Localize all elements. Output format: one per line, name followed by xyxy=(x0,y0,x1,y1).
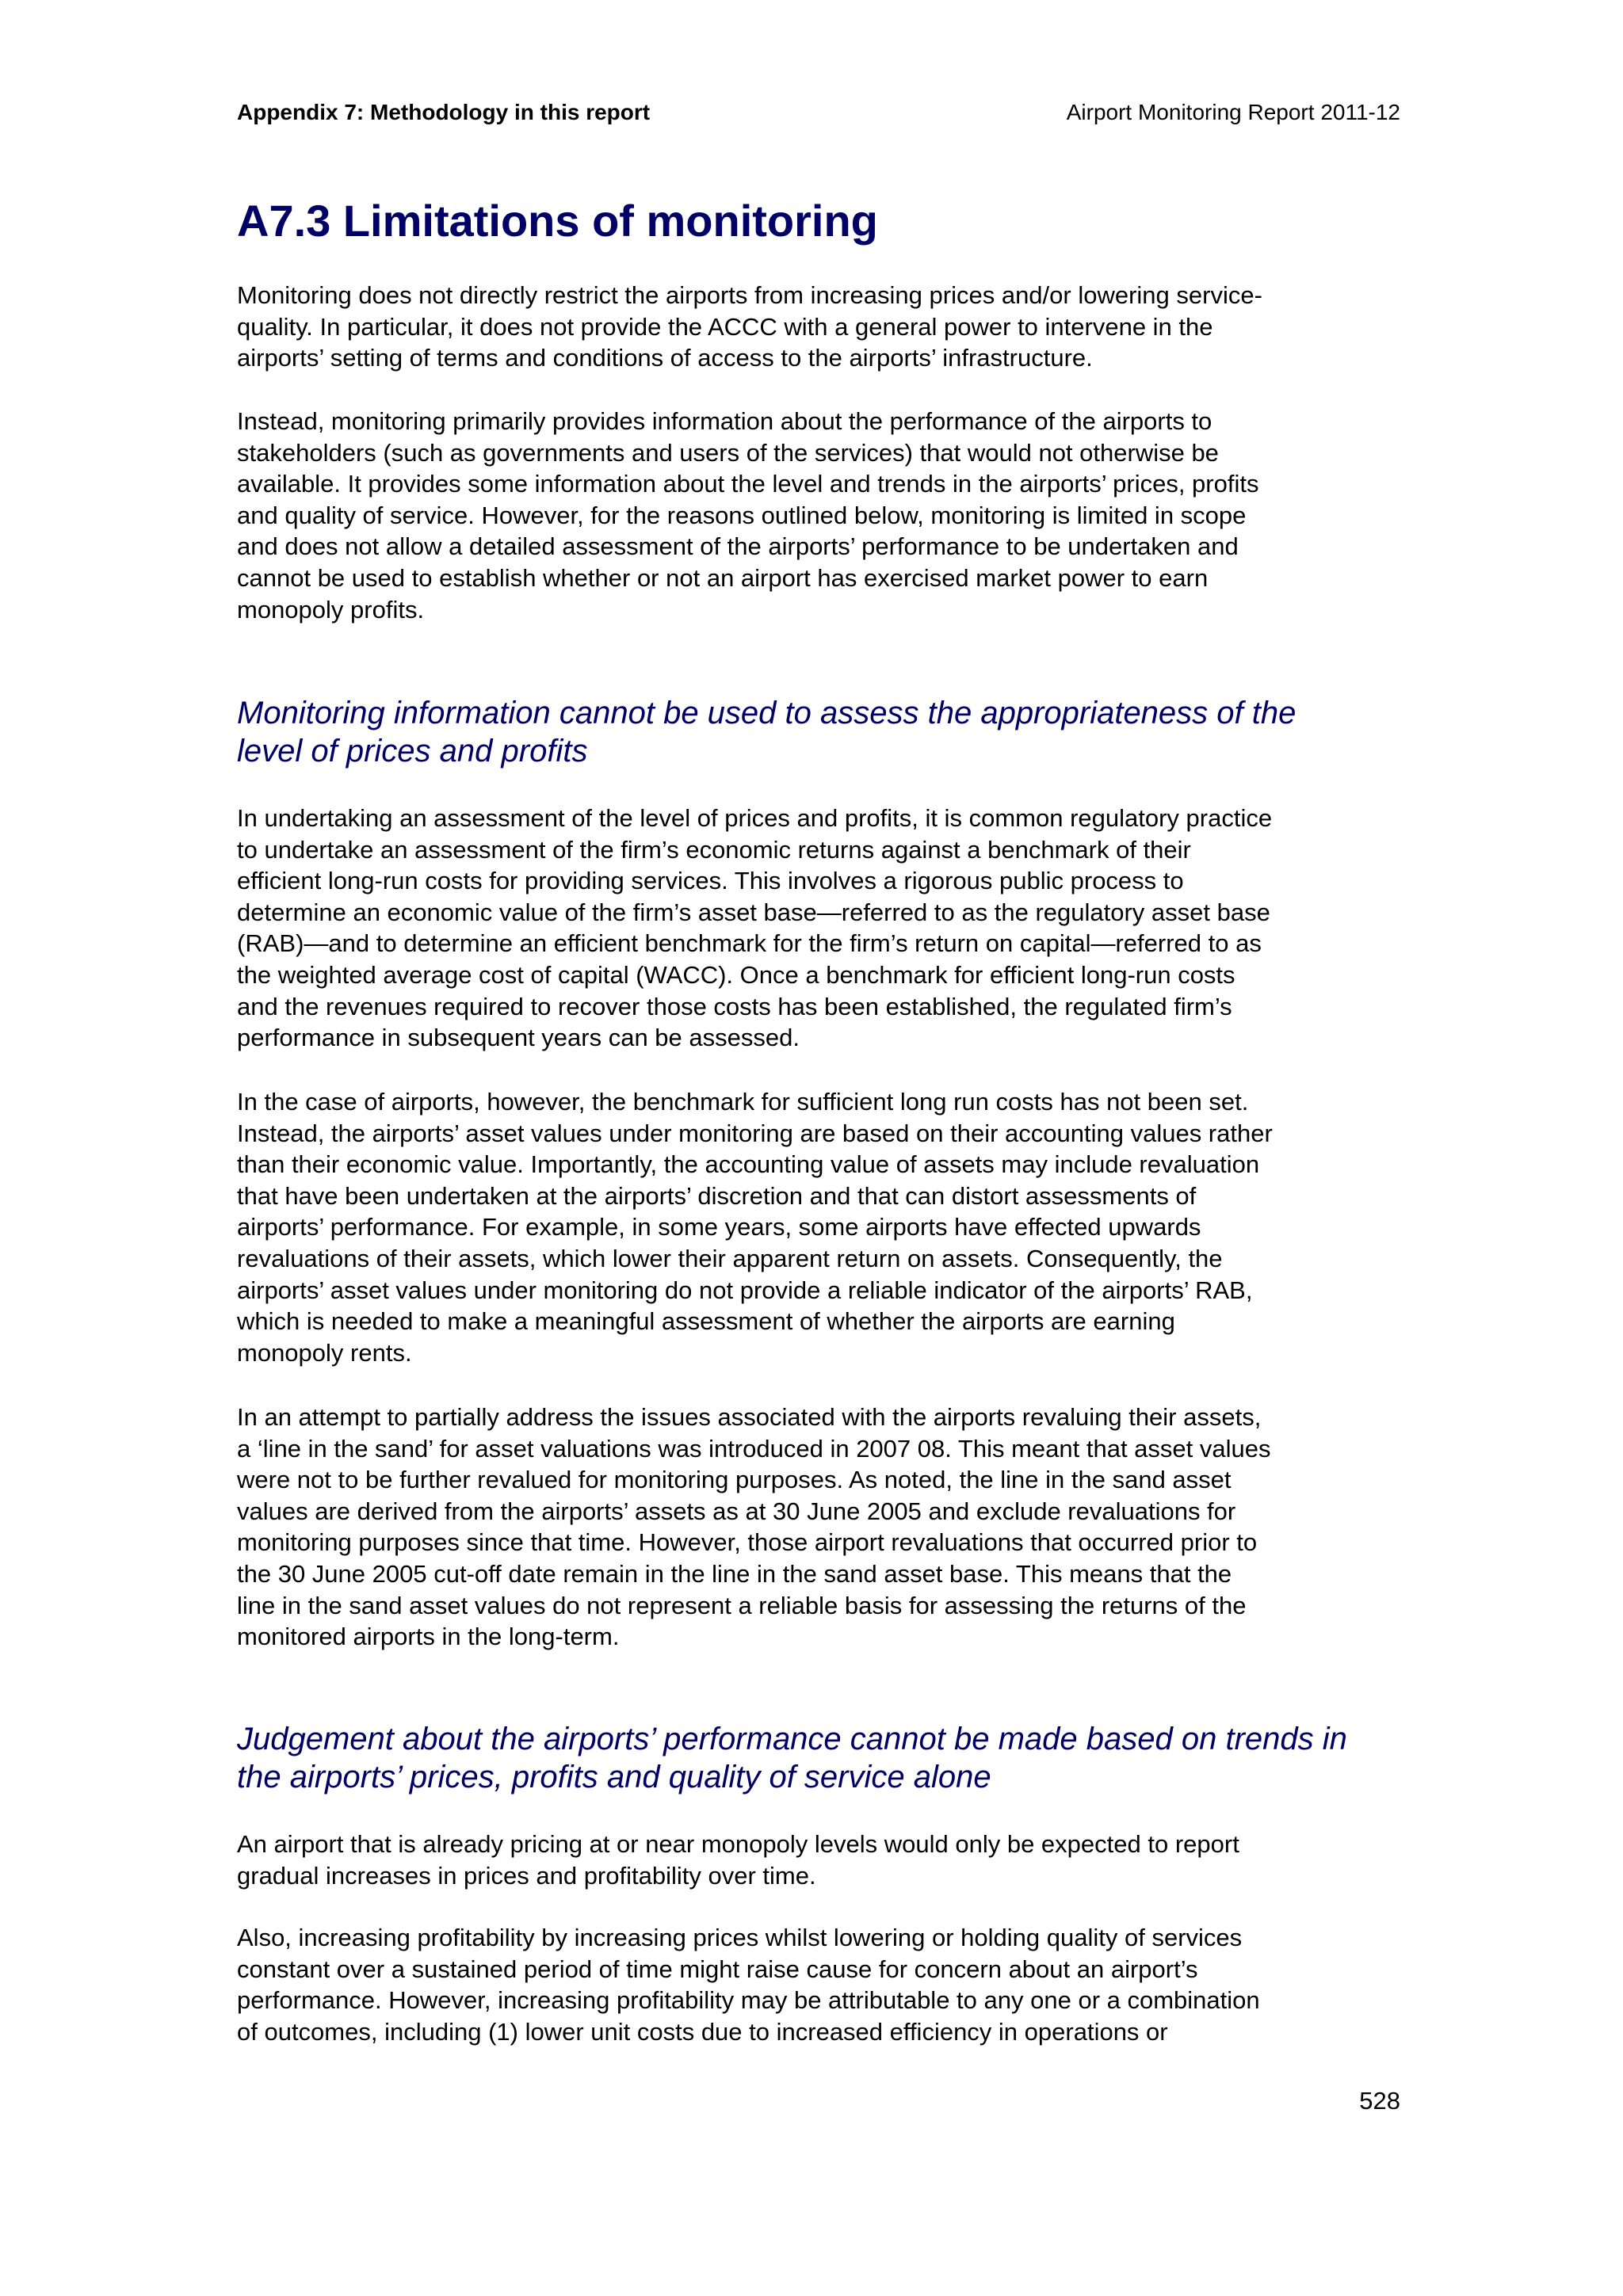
paragraph-line: In the case of airports, however, the benchmark for sufficient long run costs has not been set. xyxy=(237,1088,1249,1116)
paragraph-line: constant over a sustained period of time might raise cause for concern about an airport’s xyxy=(237,1955,1198,1983)
paragraph-line: line in the sand asset values do not represent a reliable basis for assessing the returns of the xyxy=(237,1591,1247,1619)
paragraph-line: In an attempt to partially address the issues associated with the airports revaluing their assets, xyxy=(237,1403,1262,1431)
paragraph-2 xyxy=(237,406,1400,625)
paragraph-line: Instead, monitoring primarily provides information about the performance of the airports to xyxy=(237,407,1212,435)
paragraph-line: quality. In particular, it does not provide the ACCC with a general power to intervene in the xyxy=(237,312,1213,341)
paragraph-line: to undertake an assessment of the firm’s economic returns against a benchmark of their xyxy=(237,835,1191,864)
subheading-line: Judgement about the airports’ performance cannot be made based on trends in xyxy=(237,1722,1347,1756)
paragraph-line: that have been undertaken at the airports’ discretion and that can distort assessments of xyxy=(237,1181,1197,1210)
paragraph-line: monitored airports in the long-term. xyxy=(237,1623,620,1651)
subheading-2 xyxy=(237,1720,1410,1796)
paragraph-line: monitoring purposes since that time. However, those airport revaluations that occurred prior to xyxy=(237,1528,1258,1557)
paragraph-line: An airport that is already pricing at or near monopoly levels would only be expected to report xyxy=(237,1830,1239,1858)
paragraph-line: airports’ performance. For example, in some years, some airports have effected upwards xyxy=(237,1213,1201,1241)
header-section-label: Appendix 7: Methodology in this report xyxy=(237,100,651,124)
subheading-line: the airports’ prices, profits and quality of service alone xyxy=(237,1760,991,1794)
paragraph-line: than their economic value. Importantly, the accounting value of assets may include revaluation xyxy=(237,1150,1260,1179)
paragraph-line: airports’ setting of terms and conditions of access to the airports’ infrastructure. xyxy=(237,344,1093,372)
document-page xyxy=(237,0,1400,2296)
paragraph-5 xyxy=(237,1402,1400,1653)
paragraph-line: of outcomes, including (1) lower unit costs due to increased efficiency in operations or xyxy=(237,2017,1168,2046)
paragraph-4 xyxy=(237,1086,1400,1368)
paragraph-line: and does not allow a detailed assessment of the airports’ performance to be undertaken and xyxy=(237,532,1239,561)
paragraph-line: monopoly rents. xyxy=(237,1338,412,1367)
paragraph-1 xyxy=(237,280,1400,374)
paragraph-line: determine an economic value of the firm’s asset base—referred to as the regulatory asset base xyxy=(237,898,1270,926)
paragraph-line: Monitoring does not directly restrict the airports from increasing prices and/or lowering service- xyxy=(237,281,1262,309)
paragraph-line: (RAB)—and to determine an efficient benchmark for the firm’s return on capital—referred to as xyxy=(237,929,1262,958)
paragraph-line: performance in subsequent years can be assessed. xyxy=(237,1024,800,1052)
paragraph-7 xyxy=(237,1922,1400,2047)
paragraph-line: available. It provides some information about the level and trends in the airports’ prices, profits xyxy=(237,470,1259,498)
paragraph-line: Also, increasing profitability by increasing prices whilst lowering or holding quality of services xyxy=(237,1924,1243,1951)
section-title: A7.3 Limitations of monitoring xyxy=(237,196,878,246)
running-header xyxy=(237,97,1400,128)
paragraph-line: stakeholders (such as governments and users of the services) that would not otherwise be xyxy=(237,438,1219,467)
paragraph-line: were not to be further revalued for monitoring purposes. As noted, the line in the sand asset xyxy=(237,1466,1232,1494)
paragraph-line: monopoly profits. xyxy=(237,595,425,624)
header-report-title: Airport Monitoring Report 2011-12 xyxy=(1066,100,1400,124)
paragraph-line: the weighted average cost of capital (WACC). Once a benchmark for efficient long-run costs xyxy=(237,960,1235,989)
subheading-line: level of prices and profits xyxy=(237,734,588,769)
paragraph-line: revaluations of their assets, which lower their apparent return on assets. Consequently, the xyxy=(237,1244,1223,1272)
subheading-1 xyxy=(237,694,1410,770)
paragraph-line: efficient long-run costs for providing services. This involves a rigorous public process to xyxy=(237,867,1184,895)
paragraph-line: gradual increases in prices and profitability over time. xyxy=(237,1861,816,1890)
subheading-line: Monitoring information cannot be used to assess the appropriateness of the xyxy=(237,696,1296,730)
paragraph-line: a ‘line in the sand’ for asset valuations was introduced in 2007 08. This meant that asset values xyxy=(237,1434,1271,1463)
paragraph-line: the 30 June 2005 cut-off date remain in the line in the sand asset base. This means that the xyxy=(237,1559,1232,1588)
paragraph-line: performance. However, increasing profitability may be attributable to any one or a combination xyxy=(237,1986,1260,2015)
paragraph-line: In undertaking an assessment of the level of prices and profits, it is common regulatory practice xyxy=(237,804,1273,832)
paragraph-line: cannot be used to establish whether or not an airport has exercised market power to earn xyxy=(237,563,1209,592)
paragraph-line: values are derived from the airports’ assets as at 30 June 2005 and exclude revaluations for xyxy=(237,1497,1236,1525)
paragraph-line: airports’ asset values under monitoring do not provide a reliable indicator of the airports’ RAB, xyxy=(237,1276,1253,1304)
paragraph-line: Instead, the airports’ asset values under monitoring are based on their accounting values rather xyxy=(237,1119,1273,1147)
paragraph-line: and quality of service. However, for the reasons outlined below, monitoring is limited in scope xyxy=(237,501,1247,529)
paragraph-6 xyxy=(237,1829,1400,1891)
page-number: 528 xyxy=(1359,2087,1400,2115)
paragraph-line: and the revenues required to recover those costs has been established, the regulated firm’s xyxy=(237,992,1232,1020)
paragraph-line: which is needed to make a meaningful assessment of whether the airports are earning xyxy=(237,1307,1175,1336)
paragraph-3 xyxy=(237,803,1400,1054)
